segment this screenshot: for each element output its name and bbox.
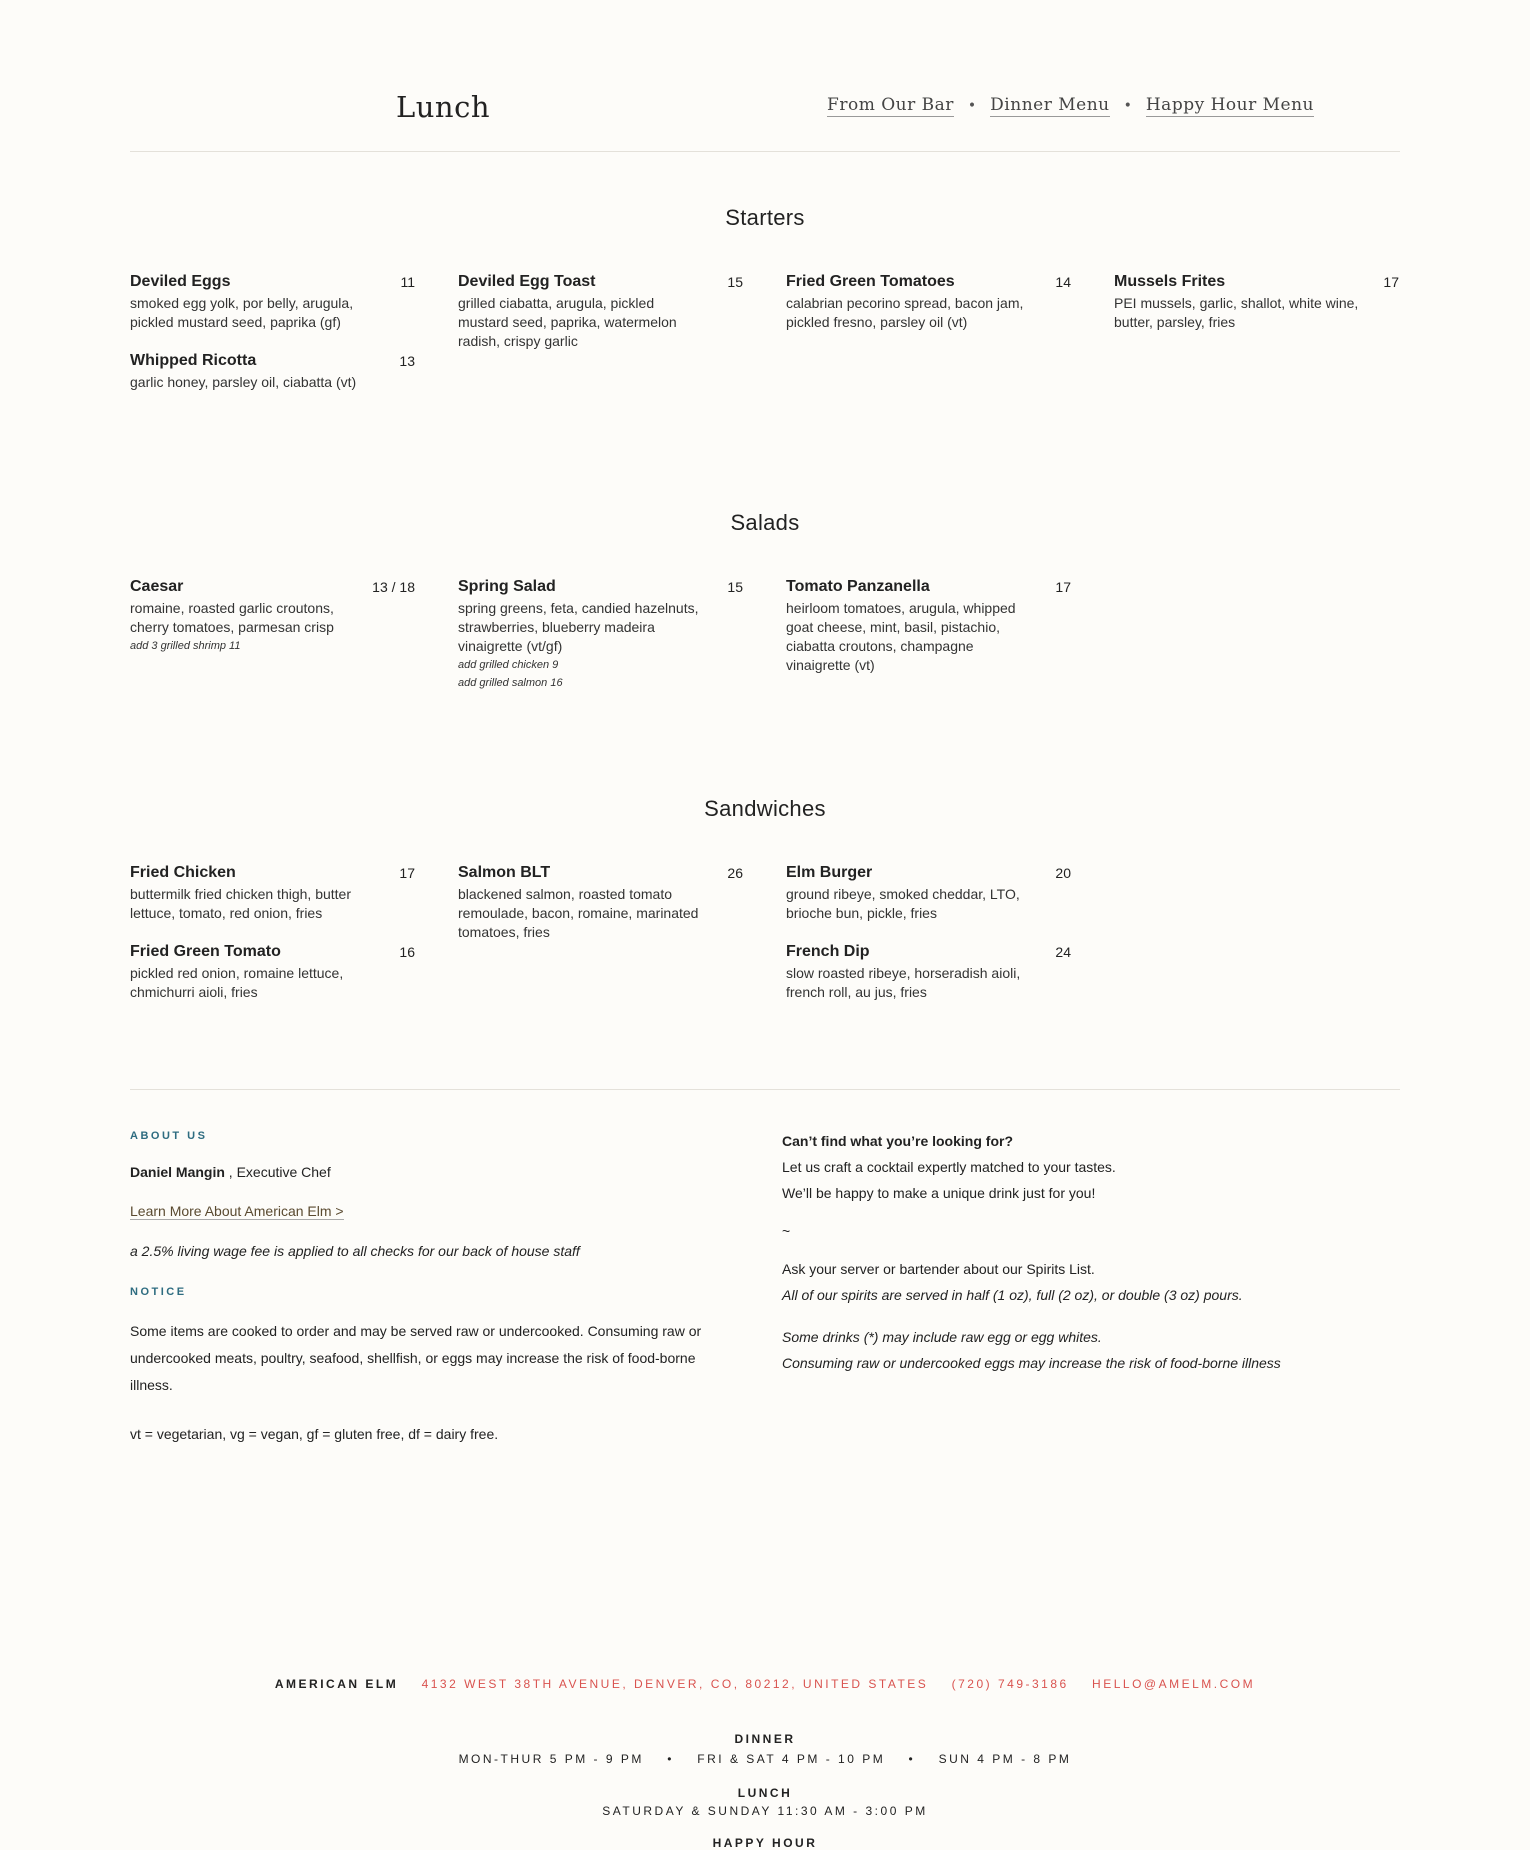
item-name: Fried Green Tomatoes: [786, 273, 955, 290]
item-addon: add grilled salmon 16: [458, 677, 563, 689]
footer-address[interactable]: 4132 WEST 38TH AVENUE, DENVER, CO, 80212, UNITED STATES: [421, 1677, 929, 1691]
menu-item: [786, 271, 1071, 332]
menu-item: [130, 941, 415, 1002]
chef-line: [130, 1164, 730, 1180]
item-price: 15: [727, 274, 743, 290]
happy-hour-label: HAPPY HOUR: [712, 1836, 818, 1850]
section-title: Starters: [725, 205, 805, 230]
item-name: Deviled Egg Toast: [458, 273, 596, 290]
menu-item: [458, 576, 743, 692]
footer-email[interactable]: HELLO@AMELM.COM: [1092, 1677, 1256, 1691]
item-price: 15: [727, 579, 743, 595]
item-name: Mussels Frites: [1114, 273, 1226, 290]
bar-note-section: [782, 1133, 1382, 1371]
menu-item: [458, 271, 743, 351]
notice-label: NOTICE: [130, 1286, 187, 1298]
item-name: Whipped Ricotta: [130, 352, 257, 369]
chef-name: Daniel Mangin: [130, 1164, 225, 1180]
item-price: 14: [1055, 274, 1071, 290]
item-description: calabrian pecorino spread, bacon jam, pickled fresno, parsley oil (vt): [786, 295, 1024, 330]
pours-note: All of our spirits are served in half (1 oz), full (2 oz), or double (3 oz) pours.: [782, 1287, 1243, 1303]
footer-phone[interactable]: (720) 749-3186: [951, 1677, 1069, 1691]
lunch-label: LUNCH: [737, 1786, 793, 1800]
item-price: 17: [1055, 579, 1071, 595]
item-addon: add 3 grilled shrimp 11: [130, 640, 241, 652]
menu-item: [786, 941, 1071, 1002]
item-name: French Dip: [786, 943, 870, 960]
item-name: Caesar: [130, 578, 184, 595]
bar-note-tilde: ~: [782, 1223, 791, 1239]
item-description: heirloom tomatoes, arugula, whipped goat cheese, mint, basil, pistachio, ciabatta croutons, champagne vinaigrette (vt): [786, 600, 1016, 673]
item-description: buttermilk fried chicken thigh, butter lettuce, tomato, red onion, fries: [130, 886, 351, 921]
learn-more-link[interactable]: Learn More About American Elm >: [130, 1203, 344, 1219]
footer-happy-label: [0, 1836, 1530, 1850]
item-description: PEI mussels, garlic, shallot, white wine, butter, parsley, fries: [1114, 295, 1359, 330]
bar-note-heading: Can’t find what you’re looking for?: [782, 1133, 1013, 1149]
item-description: spring greens, feta, candied hazelnuts, strawberries, blueberry madeira vinaigrette (vt/gf): [458, 600, 699, 654]
divider: [130, 1089, 1400, 1090]
item-name: Fried Chicken: [130, 864, 236, 881]
item-description: romaine, roasted garlic croutons, cherry tomatoes, parmesan crisp: [130, 600, 334, 635]
item-price: 11: [400, 274, 415, 290]
chef-title: , Executive Chef: [224, 1164, 331, 1180]
footer-dinner-label: [0, 1732, 1530, 1746]
menu-item: [786, 576, 1071, 675]
menu-item: [130, 862, 415, 923]
item-name: Salmon BLT: [458, 864, 551, 881]
section-title: Salads: [730, 510, 800, 535]
nav-dinner-menu[interactable]: Dinner Menu: [990, 95, 1110, 115]
section-salads: [130, 510, 1400, 710]
menu-item: [786, 862, 1071, 923]
item-name: Fried Green Tomato: [130, 943, 281, 960]
menu-item: [130, 350, 415, 392]
wage-fee-note: a 2.5% living wage fee is applied to all checks for our back of house staff: [130, 1243, 580, 1259]
notice-text: Some items are cooked to order and may be served raw or undercooked. Consuming raw or undercooked meats, poultry, seafood, shellfish, or eggs may increase the risk of food-borne illness.: [130, 1323, 702, 1393]
page-header: [130, 0, 1400, 152]
item-name: Deviled Eggs: [130, 273, 231, 290]
section-sandwiches: [130, 796, 1400, 1020]
footer-dinner-hours: MON-THUR 5 PM - 9 PM • FRI & SAT 4 PM - 10 PM • SUN 4 PM - 8 PM: [458, 1752, 1072, 1766]
item-description: slow roasted ribeye, horseradish aioli, french roll, au jus, fries: [786, 965, 1021, 1000]
item-name: Spring Salad: [458, 578, 556, 595]
item-price: 20: [1055, 865, 1071, 881]
top-nav: [827, 95, 1314, 117]
item-name: Tomato Panzanella: [786, 578, 930, 595]
dinner-hours: MON-THUR 5 PM - 9 PM: [458, 1752, 644, 1766]
footer-brand: AMERICAN ELM: [274, 1677, 399, 1691]
item-price: 17: [399, 865, 415, 881]
item-price: 17: [1383, 274, 1399, 290]
menu-item: [458, 862, 743, 942]
item-description: ground ribeye, smoked cheddar, LTO, brioche bun, pickle, fries: [786, 886, 1020, 921]
about-label: ABOUT US: [130, 1130, 208, 1142]
item-price: 26: [727, 865, 743, 881]
menu-item: [1114, 271, 1399, 332]
bar-note-line: We’ll be happy to make a unique drink just for you!: [782, 1185, 1096, 1201]
menu-item: [130, 576, 415, 655]
dinner-label: DINNER: [734, 1732, 796, 1746]
item-description: garlic honey, parsley oil, ciabatta (vt): [130, 374, 357, 390]
item-description: smoked egg yolk, por belly, arugula, pickled mustard seed, paprika (gf): [130, 295, 354, 330]
section-title: Sandwiches: [704, 796, 826, 821]
item-price: 24: [1055, 944, 1071, 960]
footer-lunch-hours: [0, 1804, 1530, 1818]
about-section: [130, 1130, 730, 1442]
diet-legend: vt = vegetarian, vg = vegan, gf = gluten free, df = dairy free.: [130, 1426, 499, 1442]
item-price: 13: [399, 353, 415, 369]
nav-separator: •: [1123, 98, 1132, 114]
item-description: blackened salmon, roasted tomato remoulade, bacon, romaine, marinated tomatoes, fries: [458, 886, 699, 940]
nav-happy-hour-menu[interactable]: Happy Hour Menu: [1145, 95, 1314, 115]
page-title: Lunch: [396, 90, 491, 124]
bar-note-line: Let us craft a cocktail expertly matched to your tastes.: [782, 1159, 1116, 1175]
nav-separator: •: [967, 98, 977, 114]
item-price: 13 / 18: [372, 579, 415, 595]
footer-lunch-label: [0, 1786, 1530, 1800]
item-description: grilled ciabatta, arugula, pickled mustard seed, paprika, watermelon radish, crispy garlic: [458, 295, 677, 349]
menu-item: [130, 271, 415, 332]
dinner-hours: SUN 4 PM - 8 PM: [938, 1752, 1072, 1766]
egg-warning: Consuming raw or undercooked eggs may increase the risk of food-borne illness: [782, 1355, 1281, 1371]
item-price: 16: [399, 944, 415, 960]
lunch-hours: SATURDAY & SUNDAY 11:30 AM - 3:00 PM: [602, 1804, 928, 1818]
egg-note: Some drinks (*) may include raw egg or egg whites.: [782, 1329, 1102, 1345]
dinner-hours: FRI & SAT 4 PM - 10 PM: [697, 1752, 886, 1766]
item-description: pickled red onion, romaine lettuce, chmichurri aioli, fries: [130, 965, 344, 1000]
item-name: Elm Burger: [786, 864, 873, 881]
spirits-note: Ask your server or bartender about our Spirits List.: [782, 1261, 1095, 1277]
nav-from-our-bar[interactable]: From Our Bar: [827, 95, 954, 115]
section-starters: [130, 205, 1400, 410]
footer-contact: [0, 1677, 1530, 1691]
item-addon: add grilled chicken 9: [458, 659, 559, 671]
